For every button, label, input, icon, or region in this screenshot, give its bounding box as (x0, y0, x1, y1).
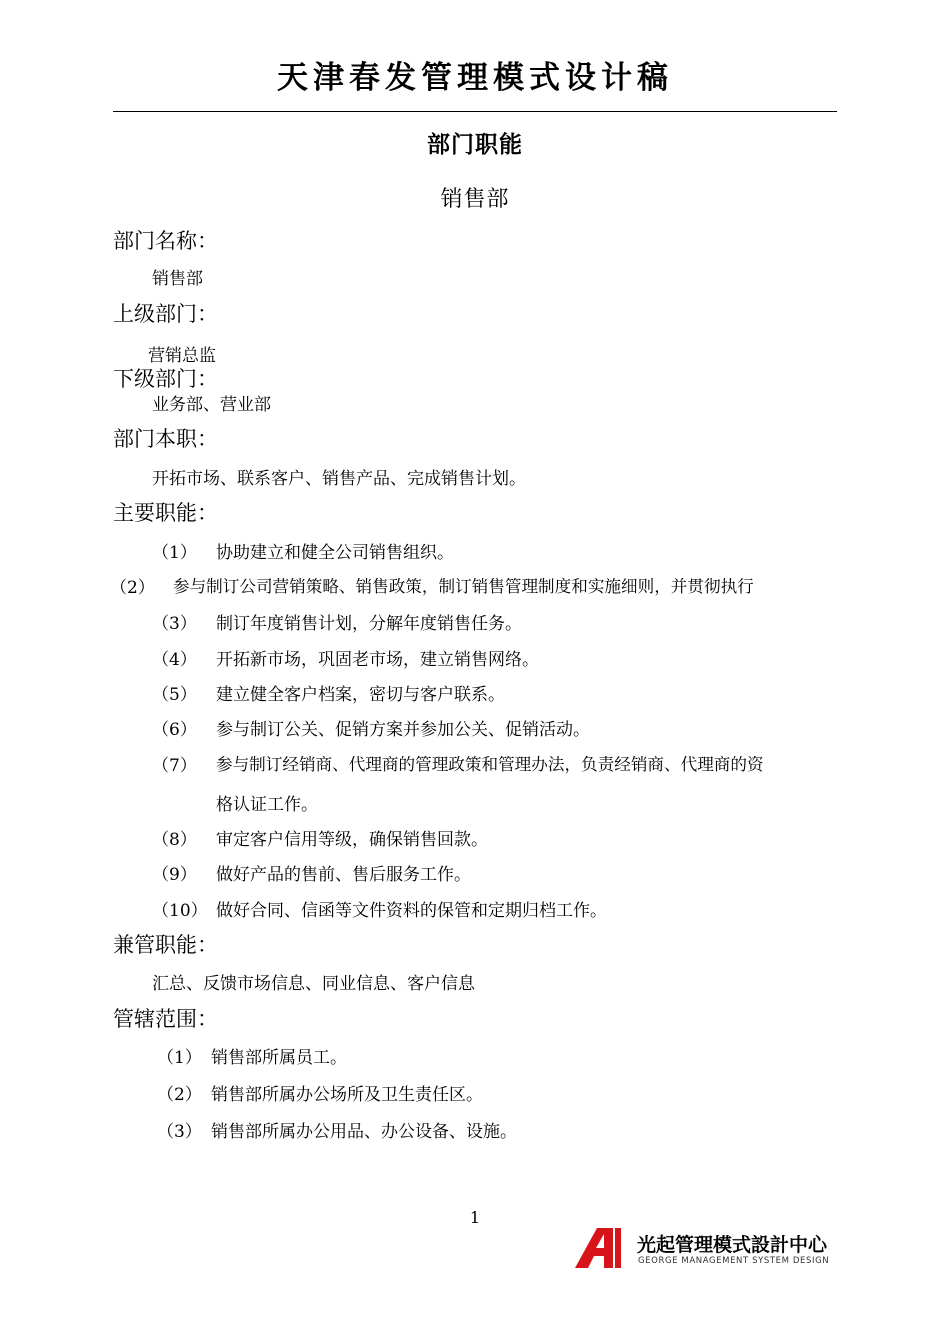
list-item-number: （7） (152, 756, 197, 776)
list-item-number: （8） (152, 830, 197, 850)
field-value-duty: 开拓市场、联系客户、销售产品、完成销售计划。 (152, 469, 526, 489)
list-item-number: （6） (152, 720, 197, 740)
page-number: 1 (469, 1208, 481, 1227)
list-item-text: 建立健全客户档案，密切与客户联系。 (216, 685, 505, 705)
logo-name-cn: 光起管理模式設計中心 (637, 1234, 828, 1256)
list-item-number: （5） (152, 685, 197, 705)
concurrent-functions-label: 兼管职能： (113, 933, 218, 957)
field-label-duty: 部门本职： (113, 427, 218, 451)
list-item-text: 审定客户信用等级，确保销售回款。 (216, 830, 488, 850)
list-item-number: （2） (110, 578, 155, 598)
list-item-number: （4） (152, 650, 197, 670)
field-label-name: 部门名称： (113, 229, 218, 253)
list-item-number: （9） (152, 865, 197, 885)
field-value-superior: 营销总监 (148, 346, 216, 366)
field-label-subordinate: 下级部门： (113, 367, 218, 391)
section-title: 部门职能 (427, 132, 523, 158)
list-item-number: （1） (152, 543, 197, 563)
main-functions-label: 主要职能： (113, 501, 218, 525)
list-item-text: 制订年度销售计划，分解年度销售任务。 (216, 614, 522, 634)
department-title: 销售部 (440, 187, 510, 212)
list-item-number: （3） (157, 1122, 202, 1142)
list-item-text: 参与制订公司营销策略、销售政策，制订销售管理制度和实施细则，并贯彻执行 (173, 577, 754, 596)
field-value-name: 销售部 (152, 269, 203, 289)
list-item-text: 销售部所属办公用品、办公设备、设施。 (211, 1122, 517, 1142)
jurisdiction-label: 管辖范围： (113, 1007, 218, 1031)
list-item-number: （10） (152, 901, 208, 921)
list-item-text: 协助建立和健全公司销售组织。 (216, 543, 454, 563)
list-item-number: （3） (152, 614, 197, 634)
list-item-text: 做好合同、信函等文件资料的保管和定期归档工作。 (216, 901, 607, 921)
document-title: 天津春发管理模式设计稿 (277, 60, 673, 96)
list-item-text: 参与制订公关、促销方案并参加公关、促销活动。 (216, 720, 590, 740)
list-item-number: （2） (157, 1085, 202, 1105)
list-item-text: 销售部所属办公场所及卫生责任区。 (211, 1085, 483, 1105)
list-item-text: 做好产品的售前、售后服务工作。 (216, 865, 471, 885)
field-value-subordinate: 业务部、营业部 (152, 395, 271, 415)
field-label-superior: 上级部门： (113, 302, 218, 326)
header-divider (113, 111, 837, 112)
concurrent-functions-value: 汇总、反馈市场信息、同业信息、客户信息 (152, 974, 475, 994)
list-item-text: 开拓新市场，巩固老市场，建立销售网络。 (216, 650, 539, 670)
logo-a-mark-icon (575, 1226, 635, 1272)
logo-name-en: GEORGE MANAGEMENT SYSTEM DESIGN (638, 1256, 830, 1266)
list-item-text-continued: 格认证工作。 (216, 795, 318, 815)
list-item-number: （1） (157, 1048, 202, 1068)
list-item-text: 销售部所属员工。 (211, 1048, 347, 1068)
list-item-text: 参与制订经销商、代理商的管理政策和管理办法，负责经销商、代理商的资 (216, 755, 764, 774)
